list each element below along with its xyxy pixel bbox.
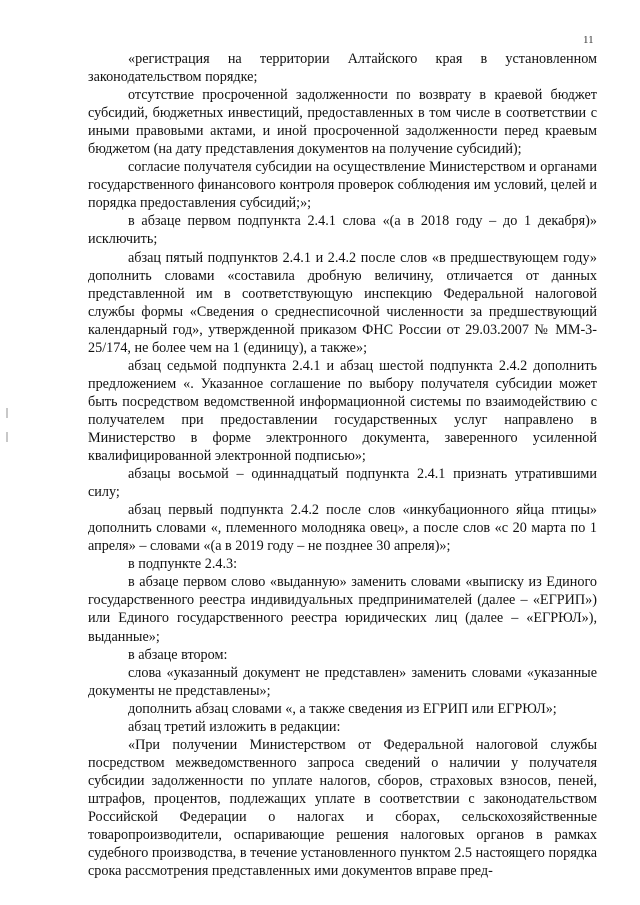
paragraph-seventh-abzac: абзац седьмой подпункта 2.4.1 и абзац шестой подпункта 2.4.2 дополнить предложением «. Указанное соглашение по выбору получателя субсидии может быть посредством ведомственной информационной системы по взаимодействию с получателем при предоставлении государственных услуг направлено в Министерство в форме электронного документа, заверенного усиленной квалифицированной электронной подписью»; xyxy=(88,357,597,465)
paragraph-consent: согласие получателя субсидии на осуществление Министерством и органами государственного финансового контроля проверок соблюдения им условий, целей и порядка предоставления субсидий;»; xyxy=(88,159,597,212)
margin-scan-mark xyxy=(6,432,8,442)
paragraph-243-third-heading: абзац третий изложить в редакции: xyxy=(128,718,341,735)
paragraph-no-debt: отсутствие просроченной задолженности по возврату в краевой бюджет субсидий, бюджетных инвестиций, предоставленных в том числе в соответствии с иными правовыми актами, и иной просроченной задолженности перед краевым бюджетом (на дату представления документов на получение субсидий); xyxy=(88,87,597,158)
paragraph-241-exclude: в абзаце первом подпункта 2.4.1 слова «(а в 2018 году – до 1 декабря)» исключить; xyxy=(88,213,597,248)
paragraph-registration: «регистрация на территории Алтайского края в установленном законодательством порядке; xyxy=(88,51,597,86)
paragraph-243-first: в абзаце первом слово «выданную» заменить словами «выписку из Единого государственного реестра индивидуальных предпринимателей (далее – «ЕГРИП») или Единого государственного реестра юридических лиц (далее – «ЕГРЮЛ»), выданные»; xyxy=(88,574,597,645)
paragraph-243-second-heading: в абзаце втором: xyxy=(128,646,228,663)
margin-scan-mark xyxy=(6,408,8,418)
page-number: 11 xyxy=(583,34,594,46)
paragraph-fifth-abzac: абзац пятый подпунктов 2.4.1 и 2.4.2 после слов «в предшествующем году» дополнить словами «составила дробную величину, отличается от данных представленной им в соответствующую инспекцию Федеральной налоговой службы формы «Сведения о среднесписочной численности за предшествующий календарный год», утвержденной приказом ФНС России от 29.03.2007 № ММ-3-25/174, не более чем на 1 (единицу), а также»; xyxy=(88,249,597,356)
paragraph-243-supplement: дополнить абзац словами «, а также сведения из ЕГРИП или ЕГРЮЛ»; xyxy=(128,700,557,717)
document-body xyxy=(88,50,597,880)
paragraph-243-heading: в подпункте 2.4.3: xyxy=(128,556,238,573)
paragraph-242-first: абзац первый подпункта 2.4.2 после слов «инкубационного яйца птицы» дополнить словами «, племенного молодняка овец», а после слов «с 20 марта по 1 апреля» – словами «(а в 2019 году – не позднее 30 апреля)»; xyxy=(88,502,597,555)
paragraph-243-replace: слова «указанный документ не представлен» заменить словами «указанные документы не представлены»; xyxy=(88,664,597,699)
paragraph-repealed: абзацы восьмой – одиннадцатый подпункта 2.4.1 признать утратившими силу; xyxy=(88,466,597,501)
paragraph-243-new-text: «При получении Министерством от Федеральной налоговой службы посредством межведомственного запроса сведений о наличии у получателя субсидии задолженности по уплате налогов, сборов, страховых взносов, пеней, штрафов, процентов, подлежащих уплате в соответствии с законодательством Российской Федерации о налогах и сборах, сельскохозяйственные товаропроизводители, оспаривающие решения налоговых органов в рамках судебного производства, в течение установленного пунктом 2.5 настоящего порядка срока рассмотрения представленных ими документов вправе пред- xyxy=(88,736,597,880)
